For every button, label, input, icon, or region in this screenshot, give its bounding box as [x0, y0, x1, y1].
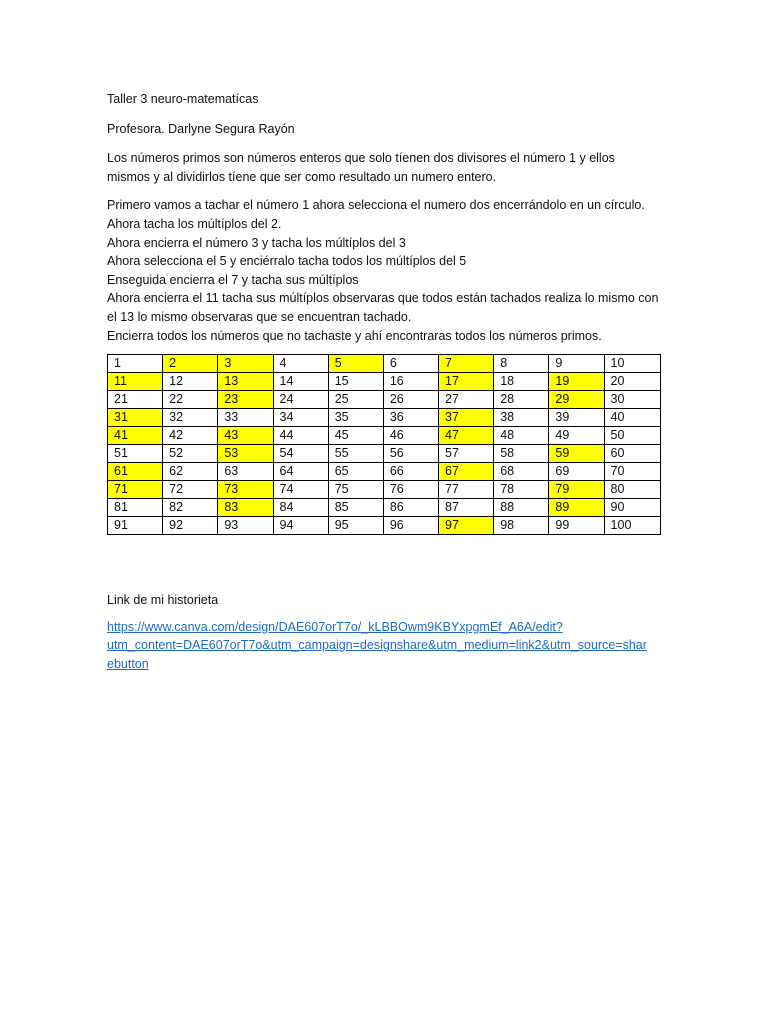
table-cell: 37	[439, 409, 494, 427]
table-cell: 18	[494, 373, 549, 391]
table-row	[108, 409, 661, 427]
table-cell: 4	[273, 355, 328, 373]
table-cell: 26	[383, 391, 438, 409]
table-cell: 96	[383, 517, 438, 535]
numbers-table-body	[108, 355, 661, 535]
table-cell: 75	[328, 481, 383, 499]
table-row	[108, 517, 661, 535]
instruction-line: Ahora tacha los múltíplos del 2.	[107, 216, 282, 231]
table-cell: 21	[108, 391, 163, 409]
table-cell: 6	[383, 355, 438, 373]
table-cell: 74	[273, 481, 328, 499]
table-cell: 2	[163, 355, 218, 373]
table-cell: 63	[218, 463, 273, 481]
table-cell: 29	[549, 391, 604, 409]
table-cell: 46	[383, 427, 438, 445]
table-cell: 93	[218, 517, 273, 535]
table-cell: 61	[108, 463, 163, 481]
table-cell: 5	[328, 355, 383, 373]
table-cell: 94	[273, 517, 328, 535]
table-cell: 51	[108, 445, 163, 463]
table-cell: 99	[549, 517, 604, 535]
table-cell: 58	[494, 445, 549, 463]
table-cell: 36	[383, 409, 438, 427]
table-cell: 16	[383, 373, 438, 391]
table-cell: 91	[108, 517, 163, 535]
table-cell: 52	[163, 445, 218, 463]
table-row	[108, 373, 661, 391]
instruction-line: Encierra todos los números que no tachaste y ahí encontraras todos los números primos.	[107, 328, 602, 343]
table-cell: 64	[273, 463, 328, 481]
table-cell: 39	[549, 409, 604, 427]
table-cell: 80	[604, 481, 660, 499]
table-cell: 55	[328, 445, 383, 463]
table-cell: 31	[108, 409, 163, 427]
table-cell: 66	[383, 463, 438, 481]
table-cell: 71	[108, 481, 163, 499]
table-cell: 3	[218, 355, 273, 373]
professor-name: Profesora. Darlyne Segura Rayón	[107, 121, 295, 136]
instruction-line: el 13 lo mismo observaras que se encuentran tachado.	[107, 309, 412, 324]
table-cell: 97	[439, 517, 494, 535]
table-cell: 25	[328, 391, 383, 409]
table-cell: 32	[163, 409, 218, 427]
table-row	[108, 355, 661, 373]
table-cell: 43	[218, 427, 273, 445]
table-cell: 22	[163, 391, 218, 409]
table-cell: 20	[604, 373, 660, 391]
table-cell: 100	[604, 517, 660, 535]
intro-paragraph	[107, 149, 667, 186]
intro-line: mismos y al dividirlos tíene que ser como resultado un numero entero.	[107, 169, 497, 184]
table-cell: 40	[604, 409, 660, 427]
table-row	[108, 463, 661, 481]
table-cell: 84	[273, 499, 328, 517]
table-cell: 34	[273, 409, 328, 427]
table-cell: 82	[163, 499, 218, 517]
table-cell: 54	[273, 445, 328, 463]
table-cell: 48	[494, 427, 549, 445]
table-cell: 89	[549, 499, 604, 517]
link-line[interactable]: ebutton	[107, 656, 149, 671]
canva-link[interactable]	[107, 618, 667, 674]
table-cell: 56	[383, 445, 438, 463]
table-cell: 9	[549, 355, 604, 373]
table-cell: 70	[604, 463, 660, 481]
table-cell: 45	[328, 427, 383, 445]
table-cell: 65	[328, 463, 383, 481]
document-page	[107, 90, 667, 674]
link-line[interactable]: utm_content=DAE607orT7o&utm_campaign=designshare&utm_medium=link2&utm_source=shar	[107, 638, 647, 653]
table-cell: 60	[604, 445, 660, 463]
table-cell: 13	[218, 373, 273, 391]
table-cell: 92	[163, 517, 218, 535]
table-cell: 73	[218, 481, 273, 499]
table-cell: 7	[439, 355, 494, 373]
table-cell: 95	[328, 517, 383, 535]
document-title: Taller 3 neuro-matematícas	[107, 92, 259, 106]
table-cell: 19	[549, 373, 604, 391]
table-cell: 47	[439, 427, 494, 445]
table-cell: 28	[494, 391, 549, 409]
table-row	[108, 427, 661, 445]
table-cell: 81	[108, 499, 163, 517]
table-cell: 27	[439, 391, 494, 409]
instruction-line: Ahora selecciona el 5 y enciérralo tacha todos los múltíplos del 5	[107, 254, 467, 269]
instruction-line: Enseguida encierra el 7 y tacha sus múltíplos	[107, 272, 359, 287]
table-cell: 77	[439, 481, 494, 499]
table-cell: 72	[163, 481, 218, 499]
table-row	[108, 499, 661, 517]
table-cell: 14	[273, 373, 328, 391]
table-cell: 8	[494, 355, 549, 373]
table-cell: 11	[108, 373, 163, 391]
table-cell: 24	[273, 391, 328, 409]
numbers-table	[107, 354, 661, 535]
table-cell: 76	[383, 481, 438, 499]
instruction-line: Ahora encierra el 11 tacha sus múltíplos observaras que todos están tachados realiza lo mismo con	[107, 291, 659, 306]
table-cell: 59	[549, 445, 604, 463]
table-cell: 83	[218, 499, 273, 517]
table-cell: 41	[108, 427, 163, 445]
table-cell: 79	[549, 481, 604, 499]
table-cell: 98	[494, 517, 549, 535]
table-cell: 44	[273, 427, 328, 445]
table-cell: 86	[383, 499, 438, 517]
table-cell: 1	[108, 355, 163, 373]
table-cell: 50	[604, 427, 660, 445]
table-cell: 12	[163, 373, 218, 391]
table-cell: 57	[439, 445, 494, 463]
table-cell: 67	[439, 463, 494, 481]
table-cell: 23	[218, 391, 273, 409]
link-heading: Link de mi historieta	[107, 593, 219, 608]
table-row	[108, 445, 661, 463]
intro-line: Los números primos son números enteros que solo tíenen dos divisores el número 1 y ellos	[107, 151, 615, 166]
table-cell: 53	[218, 445, 273, 463]
table-cell: 15	[328, 373, 383, 391]
table-cell: 42	[163, 427, 218, 445]
instructions-paragraph	[107, 196, 667, 345]
table-cell: 49	[549, 427, 604, 445]
table-cell: 17	[439, 373, 494, 391]
table-cell: 88	[494, 499, 549, 517]
instruction-line: Primero vamos a tachar el número 1 ahora selecciona el numero dos encerrándolo en un círculo.	[107, 198, 645, 213]
table-cell: 38	[494, 409, 549, 427]
table-cell: 69	[549, 463, 604, 481]
table-cell: 33	[218, 409, 273, 427]
table-cell: 30	[604, 391, 660, 409]
table-cell: 35	[328, 409, 383, 427]
table-cell: 78	[494, 481, 549, 499]
table-row	[108, 481, 661, 499]
instruction-line: Ahora encierra el número 3 y tacha los múltíplos del 3	[107, 235, 406, 250]
table-cell: 90	[604, 499, 660, 517]
table-cell: 10	[604, 355, 660, 373]
table-cell: 85	[328, 499, 383, 517]
table-cell: 87	[439, 499, 494, 517]
link-line[interactable]: https://www.canva.com/design/DAE607orT7o/_kLBBOwm9KBYxpgmEf_A6A/edit?	[107, 619, 563, 634]
table-row	[108, 391, 661, 409]
table-cell: 68	[494, 463, 549, 481]
table-cell: 62	[163, 463, 218, 481]
